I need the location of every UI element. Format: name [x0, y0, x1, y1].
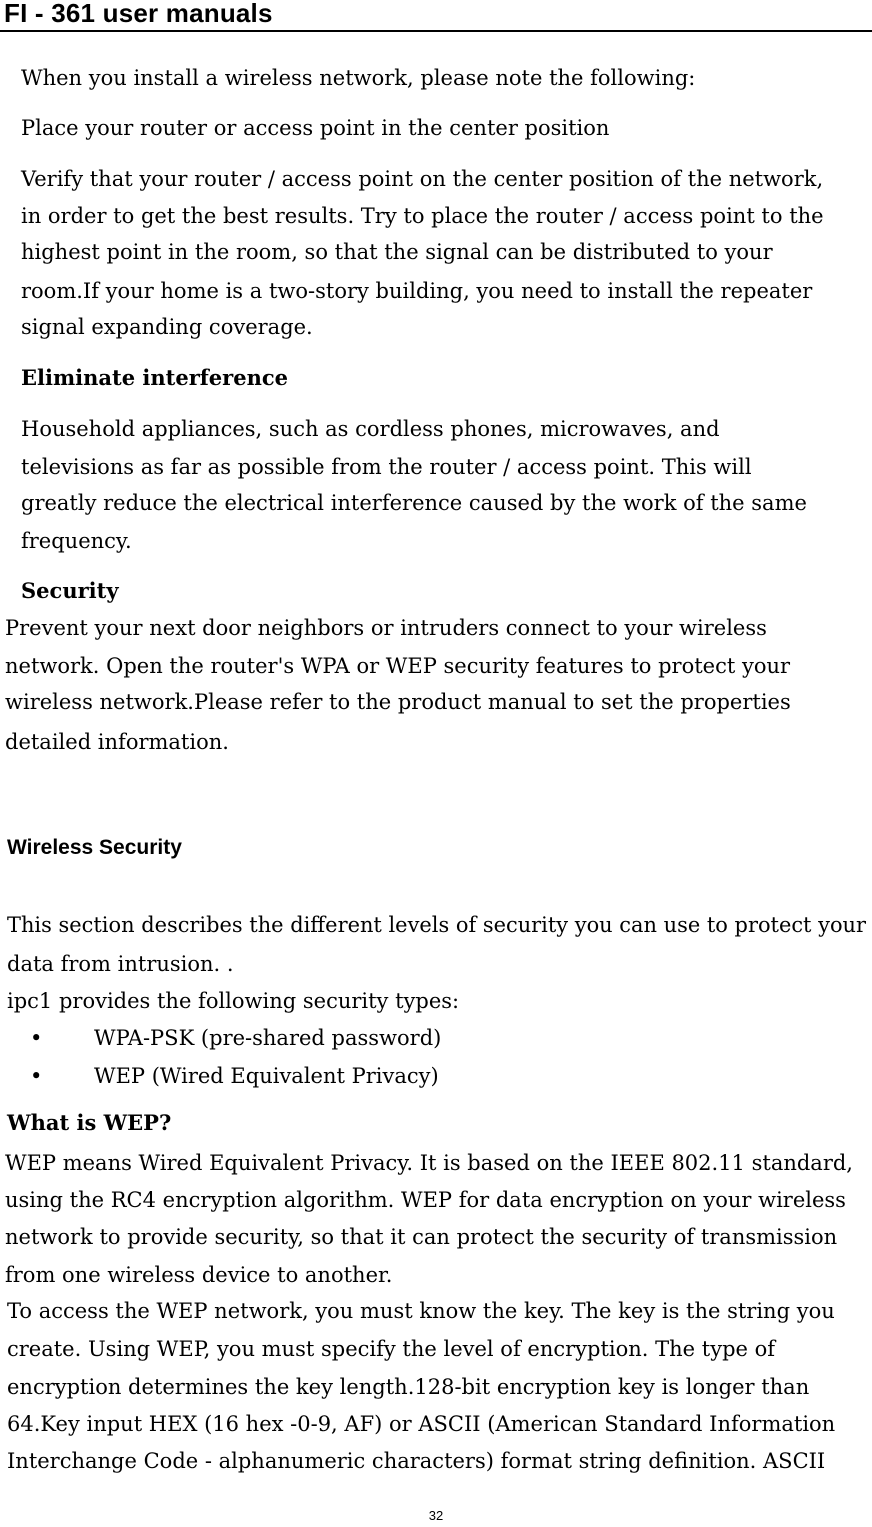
wep-line: 64.Key input HEX (16 hex -0-9, AF) or ASCII (American Standard Information — [7, 1412, 836, 1436]
wep-heading: What is WEP? — [7, 1110, 172, 1135]
security-line: detailed information. — [5, 730, 229, 754]
page-header — [0, 0, 872, 32]
wep-line: create. Using WEP, you must specify the level of encryption. The type of — [7, 1337, 776, 1361]
security-line: network. Open the router's WPA or WEP security features to protect your — [5, 654, 791, 678]
placement-heading: Place your router or access point in the center position — [21, 116, 610, 140]
wep-line: Interchange Code - alphanumeric characters) format string definition. ASCII — [7, 1449, 826, 1473]
placement-line: signal expanding coverage. — [21, 315, 313, 339]
interference-line: Household appliances, such as cordless phones, microwaves, and — [21, 417, 720, 441]
interference-line: greatly reduce the electrical interference caused by the work of the same — [21, 491, 807, 515]
placement-line: Verify that your router / access point on the center position of the network, — [21, 167, 824, 191]
bullet-icon: • — [30, 1064, 43, 1088]
page-number: 32 — [428, 1508, 444, 1523]
bullet-item: WEP (Wired Equivalent Privacy) — [94, 1064, 439, 1088]
document-title: FI - 361 user manuals — [4, 0, 273, 28]
interference-heading: Eliminate interference — [21, 365, 289, 390]
security-line: Prevent your next door neighbors or intruders connect to your wireless — [5, 616, 767, 640]
placement-line: highest point in the room, so that the signal can be distributed to your — [21, 240, 773, 264]
interference-line: frequency. — [21, 529, 132, 553]
bullet-item: WPA-PSK (pre-shared password) — [94, 1026, 442, 1050]
wep-line: WEP means Wired Equivalent Privacy. It is based on the IEEE 802.11 standard, — [5, 1151, 853, 1175]
placement-line: in order to get the best results. Try to place the router / access point to the — [21, 204, 824, 228]
wep-line: using the RC4 encryption algorithm. WEP for data encryption on your wireless — [5, 1188, 846, 1212]
wireless-security-line: ipc1 provides the following security types: — [7, 989, 460, 1013]
interference-line: televisions as far as possible from the router / access point. This will — [21, 455, 752, 479]
wireless-security-line: data from intrusion. . — [7, 952, 234, 976]
wep-line: To access the WEP network, you must know the key. The key is the string you — [7, 1299, 835, 1323]
wep-line: encryption determines the key length.128-bit encryption key is longer than — [7, 1375, 810, 1399]
placement-line: room.If your home is a two-story building, you need to install the repeater — [21, 279, 813, 303]
intro-lead: When you install a wireless network, please note the following: — [21, 66, 696, 90]
wireless-security-line: This section describes the different levels of security you can use to protect your — [7, 913, 867, 937]
wep-line: from one wireless device to another. — [5, 1263, 393, 1287]
security-line: wireless network.Please refer to the product manual to set the properties — [5, 690, 791, 714]
wep-line: network to provide security, so that it can protect the security of transmission — [5, 1225, 838, 1249]
bullet-icon: • — [30, 1026, 43, 1050]
wireless-security-heading: Wireless Security — [7, 836, 182, 859]
security-heading: Security — [21, 578, 119, 603]
